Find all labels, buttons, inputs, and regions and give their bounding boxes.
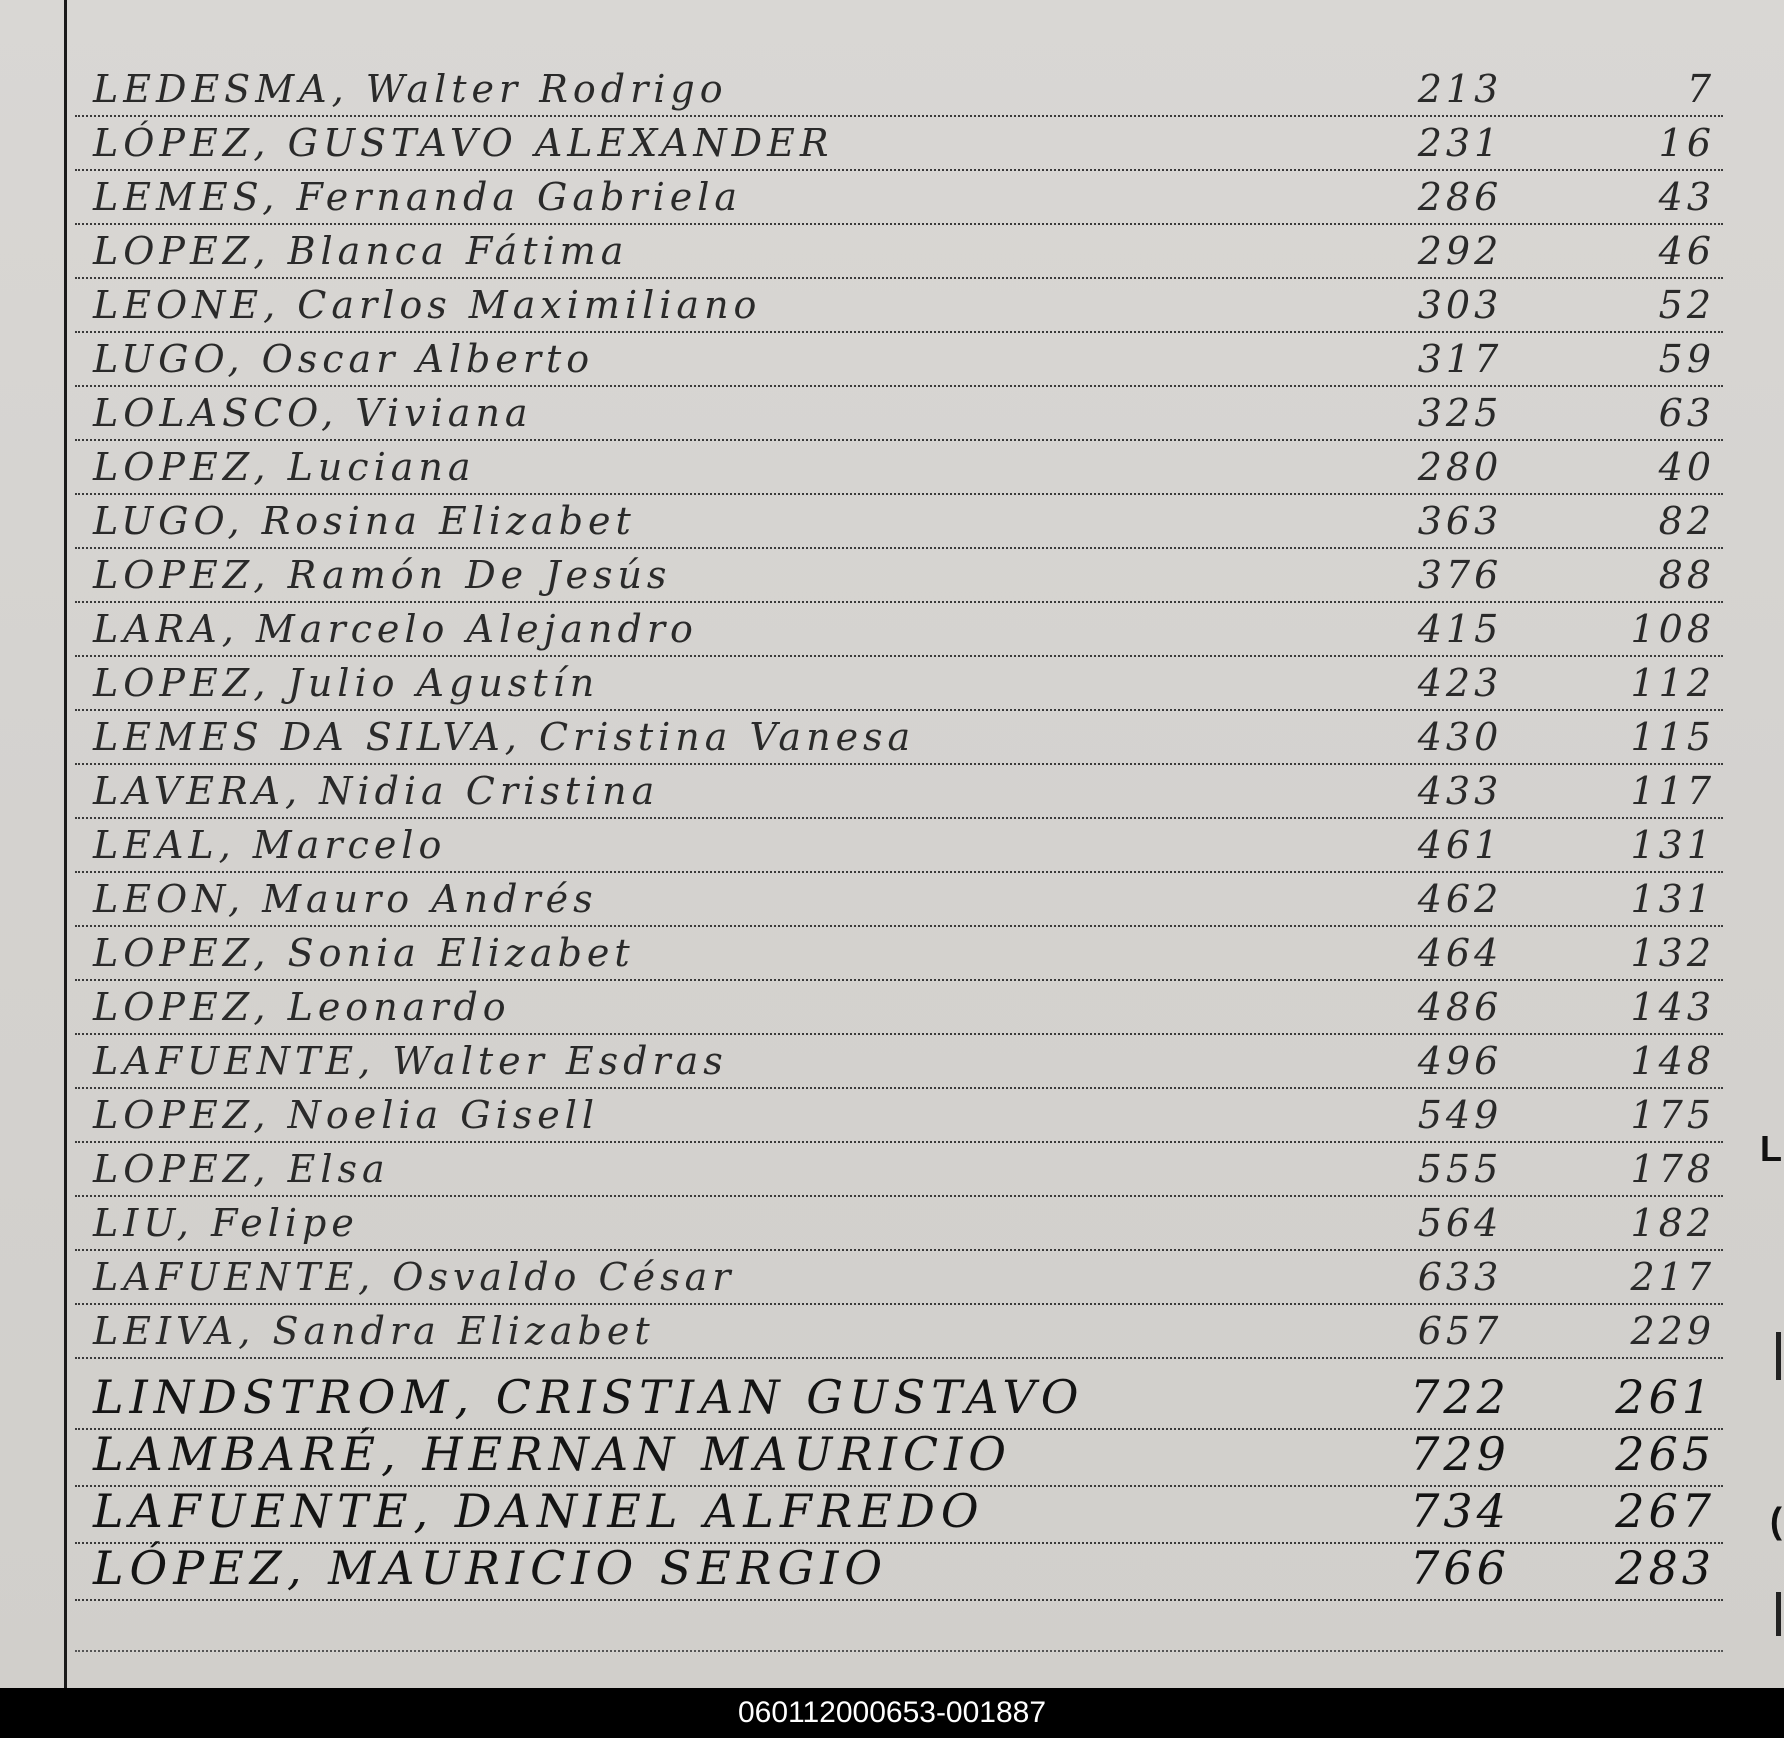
entry-page: 88 (1658, 553, 1715, 597)
entry-number: 280 (1417, 445, 1503, 489)
scan-footer (0, 1688, 1784, 1738)
entry-page: 217 (1630, 1255, 1715, 1299)
entry-name: LOPEZ, Elsa (93, 1147, 390, 1191)
ledger-row (75, 1541, 1723, 1601)
entry-number: 461 (1417, 823, 1503, 867)
entry-name: LOPEZ, Sonia Elizabet (93, 931, 635, 975)
edge-bar (1776, 1332, 1781, 1380)
ledger-row (75, 1250, 1723, 1305)
ledger-row (75, 1304, 1723, 1359)
entry-number: 633 (1417, 1255, 1503, 1299)
ledger-row (75, 332, 1723, 387)
entry-number: 722 (1410, 1370, 1510, 1424)
entry-name: LOPEZ, Julio Agustín (93, 661, 600, 705)
entry-number: 376 (1417, 553, 1503, 597)
entry-name: LAMBARÉ, HERNAN MAURICIO (93, 1427, 1012, 1481)
ledger-row (75, 548, 1723, 603)
entry-name: LOPEZ, Luciana (93, 445, 476, 489)
ledger-row (75, 386, 1723, 441)
entry-number: 464 (1417, 931, 1503, 975)
entry-number: 423 (1417, 661, 1503, 705)
entry-number: 564 (1417, 1201, 1503, 1245)
entry-number: 363 (1417, 499, 1503, 543)
entry-number: 303 (1417, 283, 1503, 327)
entry-page: 108 (1630, 607, 1715, 651)
entry-page: 115 (1630, 715, 1715, 759)
edge-letter: L (1760, 1128, 1782, 1169)
entry-name: LAFUENTE, Osvaldo César (93, 1255, 736, 1299)
ledger-row (75, 872, 1723, 927)
ledger-row (75, 926, 1723, 981)
entry-page: 16 (1658, 121, 1715, 165)
entry-number: 496 (1417, 1039, 1503, 1083)
entry-page: 175 (1630, 1093, 1715, 1137)
entry-number: 657 (1417, 1309, 1503, 1353)
entry-number: 317 (1417, 337, 1503, 381)
ledger-row (75, 818, 1723, 873)
entry-page: 131 (1630, 823, 1715, 867)
entry-page: 63 (1658, 391, 1715, 435)
ledger-row (75, 764, 1723, 819)
ledger-row (75, 980, 1723, 1035)
entry-name: LÓPEZ, GUSTAVO ALEXANDER (93, 121, 834, 165)
entry-name: LUGO, Rosina Elizabet (93, 499, 636, 543)
entry-page: 283 (1615, 1541, 1715, 1595)
entry-page: 178 (1630, 1147, 1715, 1191)
ledger-row (75, 1196, 1723, 1251)
entry-page: 112 (1630, 661, 1715, 705)
entry-number: 549 (1417, 1093, 1503, 1137)
entry-name: LAFUENTE, DANIEL ALFREDO (93, 1484, 985, 1538)
ledger-row (75, 170, 1723, 225)
entry-page: 265 (1615, 1427, 1715, 1481)
document-id: 060112000653-001887 (737, 1696, 1047, 1729)
ledger-row (75, 1034, 1723, 1089)
blank-ledger-row (75, 1597, 1723, 1652)
ledger-row (75, 1088, 1723, 1143)
ledger-row (75, 602, 1723, 657)
entry-number: 462 (1417, 877, 1503, 921)
entry-number: 286 (1417, 175, 1503, 219)
ledger-row (75, 1427, 1723, 1487)
entry-page: 52 (1658, 283, 1715, 327)
entry-name: LUGO, Oscar Alberto (93, 337, 595, 381)
ledger-row (75, 62, 1723, 117)
entry-page: 131 (1630, 877, 1715, 921)
ledger-row (75, 1142, 1723, 1197)
entry-name: LEMES DA SILVA, Cristina Vanesa (93, 715, 916, 759)
entry-page: 7 (1686, 67, 1715, 111)
entry-name: LOPEZ, Ramón De Jesús (93, 553, 672, 597)
entry-page: 59 (1658, 337, 1715, 381)
entry-number: 430 (1417, 715, 1503, 759)
entry-page: 182 (1630, 1201, 1715, 1245)
edge-bar (1776, 1592, 1781, 1636)
entry-name: LAFUENTE, Walter Esdras (93, 1039, 728, 1083)
entry-name: LOPEZ, Noelia Gisell (93, 1093, 600, 1137)
ledger-row (75, 440, 1723, 495)
entry-number: 415 (1417, 607, 1503, 651)
entry-page: 46 (1658, 229, 1715, 273)
entry-name: LINDSTROM, CRISTIAN GUSTAVO (93, 1370, 1085, 1424)
ledger-row (75, 116, 1723, 171)
ledger-row (75, 224, 1723, 279)
entry-name: LEMES, Fernanda Gabriela (93, 175, 743, 219)
entry-page: 261 (1615, 1370, 1715, 1424)
entry-name: LOPEZ, Blanca Fátima (93, 229, 629, 273)
entry-name: LEONE, Carlos Maximiliano (93, 283, 762, 327)
entry-number: 213 (1417, 67, 1503, 111)
ledger-row (75, 494, 1723, 549)
entry-page: 40 (1658, 445, 1715, 489)
entry-page: 43 (1658, 175, 1715, 219)
entry-page: 229 (1630, 1309, 1715, 1353)
entry-page: 117 (1630, 769, 1715, 813)
ledger-row (75, 1370, 1723, 1430)
entry-number: 734 (1410, 1484, 1510, 1538)
ledger-row (75, 710, 1723, 765)
entry-name: LOPEZ, Leonardo (93, 985, 511, 1029)
entry-number: 729 (1410, 1427, 1510, 1481)
entry-number: 433 (1417, 769, 1503, 813)
entry-number: 555 (1417, 1147, 1503, 1191)
ledger-row (75, 1484, 1723, 1544)
entry-page: 148 (1630, 1039, 1715, 1083)
edge-fragment: ( (1770, 1500, 1782, 1541)
margin-rule (64, 0, 67, 1688)
entry-page: 267 (1615, 1484, 1715, 1538)
entry-number: 325 (1417, 391, 1503, 435)
entry-name: LARA, Marcelo Alejandro (93, 607, 698, 651)
entry-name: LEON, Mauro Andrés (93, 877, 598, 921)
entry-name: LEIVA, Sandra Elizabet (93, 1309, 655, 1353)
entry-page: 82 (1658, 499, 1715, 543)
entry-name: LÓPEZ, MAURICIO SERGIO (93, 1541, 889, 1595)
entry-number: 292 (1417, 229, 1503, 273)
entry-number: 231 (1417, 121, 1503, 165)
entry-name: LIU, Felipe (93, 1201, 359, 1245)
entry-number: 766 (1410, 1541, 1510, 1595)
ledger-row (75, 278, 1723, 333)
entry-number: 486 (1417, 985, 1503, 1029)
entry-page: 143 (1630, 985, 1715, 1029)
entry-name: LOLASCO, Viviana (93, 391, 533, 435)
entry-page: 132 (1630, 931, 1715, 975)
entry-name: LEDESMA, Walter Rodrigo (93, 67, 728, 111)
entry-name: LEAL, Marcelo (93, 823, 447, 867)
ledger-row (75, 656, 1723, 711)
entry-name: LAVERA, Nidia Cristina (93, 769, 660, 813)
